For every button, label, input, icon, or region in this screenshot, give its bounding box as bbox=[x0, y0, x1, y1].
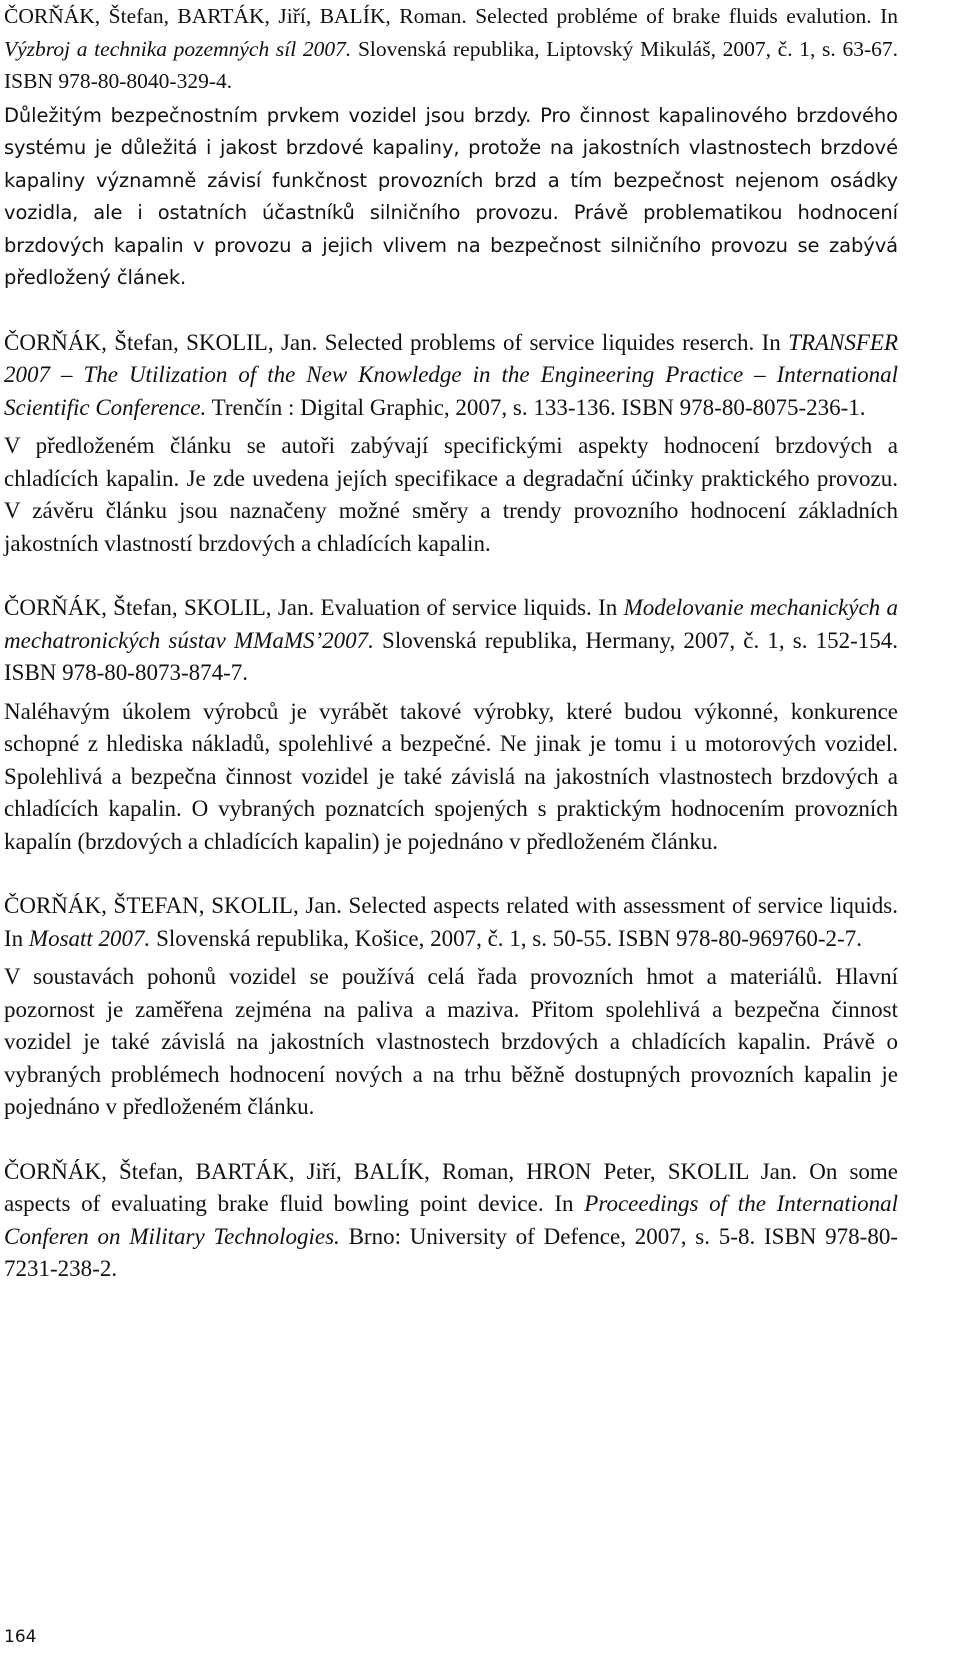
bibliography-entry bbox=[4, 890, 898, 1124]
citation-in: In bbox=[880, 4, 899, 28]
citation-title: Selected probléme of brake fluids evalution. bbox=[475, 4, 872, 28]
citation-in: In bbox=[598, 595, 618, 620]
citation-in: In bbox=[554, 1191, 574, 1216]
citation-in: In bbox=[4, 925, 24, 951]
citation-details: Trenčín : Digital Graphic, 2007, s. 133-136. ISBN 978-80-8075-236-1. bbox=[211, 394, 866, 420]
citation-authors: ČORŇÁK, Štefan, SKOLIL, Jan. bbox=[4, 329, 318, 355]
citation bbox=[4, 0, 898, 98]
bibliography-entry bbox=[4, 327, 898, 561]
citation-source: Proceedings of the International Conferen on Military Technologies. bbox=[4, 1191, 899, 1249]
citation-source: Mosatt 2007. bbox=[28, 925, 151, 951]
bibliography-entry bbox=[4, 592, 898, 858]
abstract-paragraph: V předloženém článku se autoři zabývají specifickými aspekty hodnocení brzdových a chladících kapalin. Je zde uvedena jejích specifikace a degradační účinky praktického provozu. V závěru článku jsou naznačeny možné směry a trendy provozního hodnocení základních jakostních vlastností brzdových a chladících kapalin. bbox=[4, 433, 898, 556]
citation-details: Brno: University of Defence, 2007, s. 5-8. ISBN 978-80-7231-238-2. bbox=[4, 1223, 898, 1281]
citation-source: Výzbroj a technika pozemných síl 2007. bbox=[4, 36, 352, 61]
citation-authors: ČORŇÁK, Štefan, BARTÁK, Jiří, BALÍK, Roman, HRON Peter, SKOLIL Jan. bbox=[4, 1158, 798, 1184]
citation bbox=[4, 1156, 898, 1286]
abstract-paragraph: Naléhavým úkolem výrobců je vyrábět takové výrobky, které budou výkonné, konkurence schopné z hlediska nákladů, spolehlivé a bezpečné. Ne jinak je tomu i u motorových vozidel. Spolehlivá a bezpečna činnost vozidel je také závislá na jakostních vlastnostech brzdových a chladících kapalin. O vybraných poznatcích spojených s praktickým hodnocením provozních kapalín (brzdových a chladících kapalin) je pojednáno v předloženém článku. bbox=[4, 698, 898, 854]
citation-title: Selected problems of service liquides reserch. bbox=[324, 329, 755, 355]
citation-in: In bbox=[761, 329, 781, 355]
citation-authors: ČORŇÁK, Štefan, SKOLIL, Jan. bbox=[4, 595, 315, 620]
citation-details: Slovenská republika, Košice, 2007, č. 1, s. 50-55. ISBN 978-80-969760-2-7. bbox=[156, 925, 862, 951]
bibliography-entry bbox=[4, 1156, 898, 1286]
page-number: 164 bbox=[4, 1627, 37, 1647]
citation-authors: ČORŇÁK, ŠTEFAN, SKOLIL, Jan. bbox=[4, 893, 342, 918]
citation-source: Modelovanie mechanických a mechatronických sústav MMaMS’2007. bbox=[4, 595, 898, 653]
citation bbox=[4, 592, 898, 690]
citation-details: Slovenská republika, Liptovský Mikuláš, 2007, č. 1, s. 63-67. ISBN 978-80-8040-329-4. bbox=[4, 36, 899, 93]
document-page bbox=[4, 0, 898, 1318]
abstract-paragraph: Důležitým bezpečnostním prvkem vozidel jsou brzdy. Pro činnost kapalinového brzdového systému je důležitá i jakost brzdové kapaliny, protože na jakostních vlastnostech brzdové kapaliny významně závisí funkčnost provozních brzd a tím bezpečnost nejenom osádky vozidla, ale i ostatních účastníků silničního provozu. Právě problematikou hodnocení brzdových kapalin v provozu a jejich vlivem na bezpečnost silničního provozu se zabývá předložený článek. bbox=[4, 103, 898, 289]
citation-title: Selected aspects related with assessment of service liquids. bbox=[348, 893, 899, 918]
citation bbox=[4, 890, 898, 955]
citation-source: TRANSFER 2007 – The Utilization of the New Knowledge in the Engineering Practice – International Scientific Conference. bbox=[4, 329, 899, 420]
citation-details: Slovenská republika, Hermany, 2007, č. 1, s. 152-154. ISBN 978-80-8073-874-7. bbox=[4, 627, 899, 685]
citation-title: Evaluation of service liquids. bbox=[320, 595, 592, 620]
citation bbox=[4, 327, 898, 425]
citation-authors: ČORŇÁK, Štefan, BARTÁK, Jiří, BALÍK, Roman. bbox=[4, 4, 467, 28]
abstract-paragraph: V soustavách pohonů vozidel se používá celá řada provozních hmot a materiálů. Hlavní pozornost je zaměřena zejména na paliva a maziva. Přitom spolehlivá a bezpečna činnost vozidel je také závislá na jakostních vlastnostech brzdových a chladících kapalin. Právě o vybraných problémech hodnocení nových a na trhu běžně dostupných provozních kapalin je pojednáno v předloženém článku. bbox=[4, 964, 898, 1119]
citation-title: On some aspects of evaluating brake fluid bowling point device. bbox=[4, 1158, 898, 1216]
bibliography-entry bbox=[4, 0, 898, 295]
